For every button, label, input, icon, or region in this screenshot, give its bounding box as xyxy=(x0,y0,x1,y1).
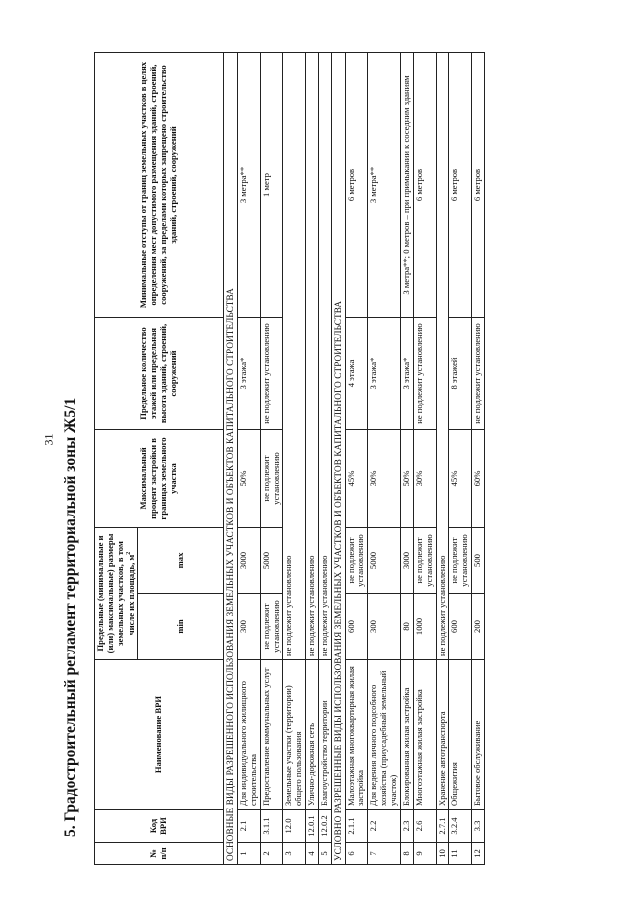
table-row xyxy=(368,53,401,865)
row-floors: 4 этажа xyxy=(345,318,368,430)
row-max: не подлежит установлению xyxy=(345,528,368,594)
row-setback: 3 метра**; 0 метров – при примыкании к соседним зданиям xyxy=(400,53,413,318)
row-percent: не подлежит установлению xyxy=(260,430,283,528)
table-row xyxy=(472,53,485,865)
row-max: не подлежит установлению xyxy=(413,528,436,594)
row-num: 6 xyxy=(345,843,368,865)
row-percent: 50% xyxy=(400,430,413,528)
row-name: Для ведения личного подсобного хозяйства (приусадебный земельный участок) xyxy=(368,660,401,810)
row-code: 12.0.1 xyxy=(306,810,319,843)
header-num: № п/п xyxy=(95,843,224,865)
row-name: Бытовое обслуживание xyxy=(472,660,485,810)
table-row xyxy=(306,53,319,865)
table-row xyxy=(413,53,436,865)
row-code: 3.3 xyxy=(472,810,485,843)
row-percent: 45% xyxy=(449,430,472,528)
row-num: 4 xyxy=(306,843,319,865)
table-row xyxy=(436,53,449,865)
row-num: 5 xyxy=(319,843,332,865)
row-code: 12.0.2 xyxy=(319,810,332,843)
header-percent: Максимальный процент застройки в границах земельного участка xyxy=(95,430,224,528)
row-code: 12.0 xyxy=(283,810,306,843)
row-setback: 3 метра** xyxy=(368,53,401,318)
table-row xyxy=(283,53,306,865)
row-num: 12 xyxy=(472,843,485,865)
header-code: Код ВРИ xyxy=(95,810,224,843)
regulation-table xyxy=(94,52,485,865)
row-span-value: не подлежит установлению xyxy=(436,53,449,660)
row-name: Блокированная жилая застройка xyxy=(400,660,413,810)
row-name: Предоставление коммунальных услуг xyxy=(260,660,283,810)
row-min: 300 xyxy=(368,594,401,660)
row-span-value: не подлежит установлению xyxy=(283,53,306,660)
row-code: 2.7.1 xyxy=(436,810,449,843)
row-num: 10 xyxy=(436,843,449,865)
section-conditional-uses: УСЛОВНО РАЗРЕШЕННЫЕ ВИДЫ ИСПОЛЬЗОВАНИЯ ЗЕМЕЛЬНЫХ УЧАСТКОВ И ОБЪЕКТОВ КАПИТАЛЬНОГО СТРОИТЕЛЬСТВА xyxy=(331,53,345,865)
row-floors: 3 этажа* xyxy=(237,318,260,430)
row-name: Малоэтажная многоквартирная жилая застройка xyxy=(345,660,368,810)
row-code: 2.3 xyxy=(400,810,413,843)
row-min: не подлежит установлению xyxy=(260,594,283,660)
row-code: 3.2.4 xyxy=(449,810,472,843)
row-num: 1 xyxy=(237,843,260,865)
row-name: Улично-дорожная сеть xyxy=(306,660,319,810)
row-span-value: не подлежит установлению xyxy=(319,53,332,660)
header-floors: Предельное количество этажей или предельная высота зданий, строений, сооружений xyxy=(95,318,224,430)
row-name: Земельные участки (территории) общего пользования xyxy=(283,660,306,810)
row-percent: 30% xyxy=(368,430,401,528)
row-code: 3.1.1 xyxy=(260,810,283,843)
row-min: 600 xyxy=(449,594,472,660)
row-floors: 3 этажа* xyxy=(400,318,413,430)
header-area xyxy=(95,528,138,660)
row-name: Многоэтажная жилая застройка xyxy=(413,660,436,810)
row-code: 2.2 xyxy=(368,810,401,843)
row-percent: 50% xyxy=(237,430,260,528)
row-num: 2 xyxy=(260,843,283,865)
row-name: Благоустройство территории xyxy=(319,660,332,810)
header-max: max xyxy=(138,528,224,594)
row-num: 7 xyxy=(368,843,401,865)
header-area-sup: 2 xyxy=(125,551,132,555)
header-name: Наименование ВРИ xyxy=(95,660,224,810)
rotated-page xyxy=(60,45,620,865)
table-row xyxy=(260,53,283,865)
row-max: не подлежит установлению xyxy=(449,528,472,594)
row-min: 200 xyxy=(472,594,485,660)
row-code: 2.1.1 xyxy=(345,810,368,843)
row-num: 9 xyxy=(413,843,436,865)
row-setback: 6 метров xyxy=(449,53,472,318)
table-row xyxy=(237,53,260,865)
table-row xyxy=(319,53,332,865)
header-min: min xyxy=(138,594,224,660)
row-max: 3000 xyxy=(400,528,413,594)
row-setback: 3 метра** xyxy=(237,53,260,318)
row-num: 3 xyxy=(283,843,306,865)
row-max: 3000 xyxy=(237,528,260,594)
row-percent: 60% xyxy=(472,430,485,528)
page-number: 31 xyxy=(41,433,56,446)
row-setback: 6 метров xyxy=(345,53,368,318)
row-setback: 1 метр xyxy=(260,53,283,318)
row-code: 2.6 xyxy=(413,810,436,843)
row-floors: не подлежит установлению xyxy=(472,318,485,430)
row-max: 5000 xyxy=(260,528,283,594)
row-floors: 3 этажа* xyxy=(368,318,401,430)
row-name: Хранение автотранспорта xyxy=(436,660,449,810)
row-min: 300 xyxy=(237,594,260,660)
row-setback: 6 метров xyxy=(472,53,485,318)
row-percent: 45% xyxy=(345,430,368,528)
row-min: 1000 xyxy=(413,594,436,660)
table-row xyxy=(345,53,368,865)
page-title: 5. Градостроительный регламент территориальной зоны Ж5/1 xyxy=(62,397,79,837)
row-max: 500 xyxy=(472,528,485,594)
row-span-value: не подлежит установлению xyxy=(306,53,319,660)
row-floors: 8 этажей xyxy=(449,318,472,430)
row-num: 11 xyxy=(449,843,472,865)
row-min: 600 xyxy=(345,594,368,660)
row-name: Общежития xyxy=(449,660,472,810)
table-row xyxy=(449,53,472,865)
header-area-text: Предельные (минимальные и (или) максимальные) размеры земельных участков, в том числе их площадь, м xyxy=(95,533,136,654)
table-row xyxy=(400,53,413,865)
header-setback: Минимальные отступы от границ земельных участков в целях определения мест допустимого размещения зданий, строений, сооружений, за пределами которых запрещено строительство зданий, строений, сооружений xyxy=(95,53,224,318)
section-main-uses: ОСНОВНЫЕ ВИДЫ РАЗРЕШЕННОГО ИСПОЛЬЗОВАНИЯ ЗЕМЕЛЬНЫХ УЧАСТКОВ И ОБЪЕКТОВ КАПИТАЛЬНОГО СТРОИТЕЛЬСТВА xyxy=(224,53,238,865)
row-setback: 6 метров xyxy=(413,53,436,318)
row-num: 8 xyxy=(400,843,413,865)
row-code: 2.1 xyxy=(237,810,260,843)
row-percent: 30% xyxy=(413,430,436,528)
row-floors: не подлежит установлению xyxy=(260,318,283,430)
row-min: 80 xyxy=(400,594,413,660)
row-max: 5000 xyxy=(368,528,401,594)
row-name: Для индивидуального жилищного строительства xyxy=(237,660,260,810)
row-floors: не подлежит установлению xyxy=(413,318,436,430)
